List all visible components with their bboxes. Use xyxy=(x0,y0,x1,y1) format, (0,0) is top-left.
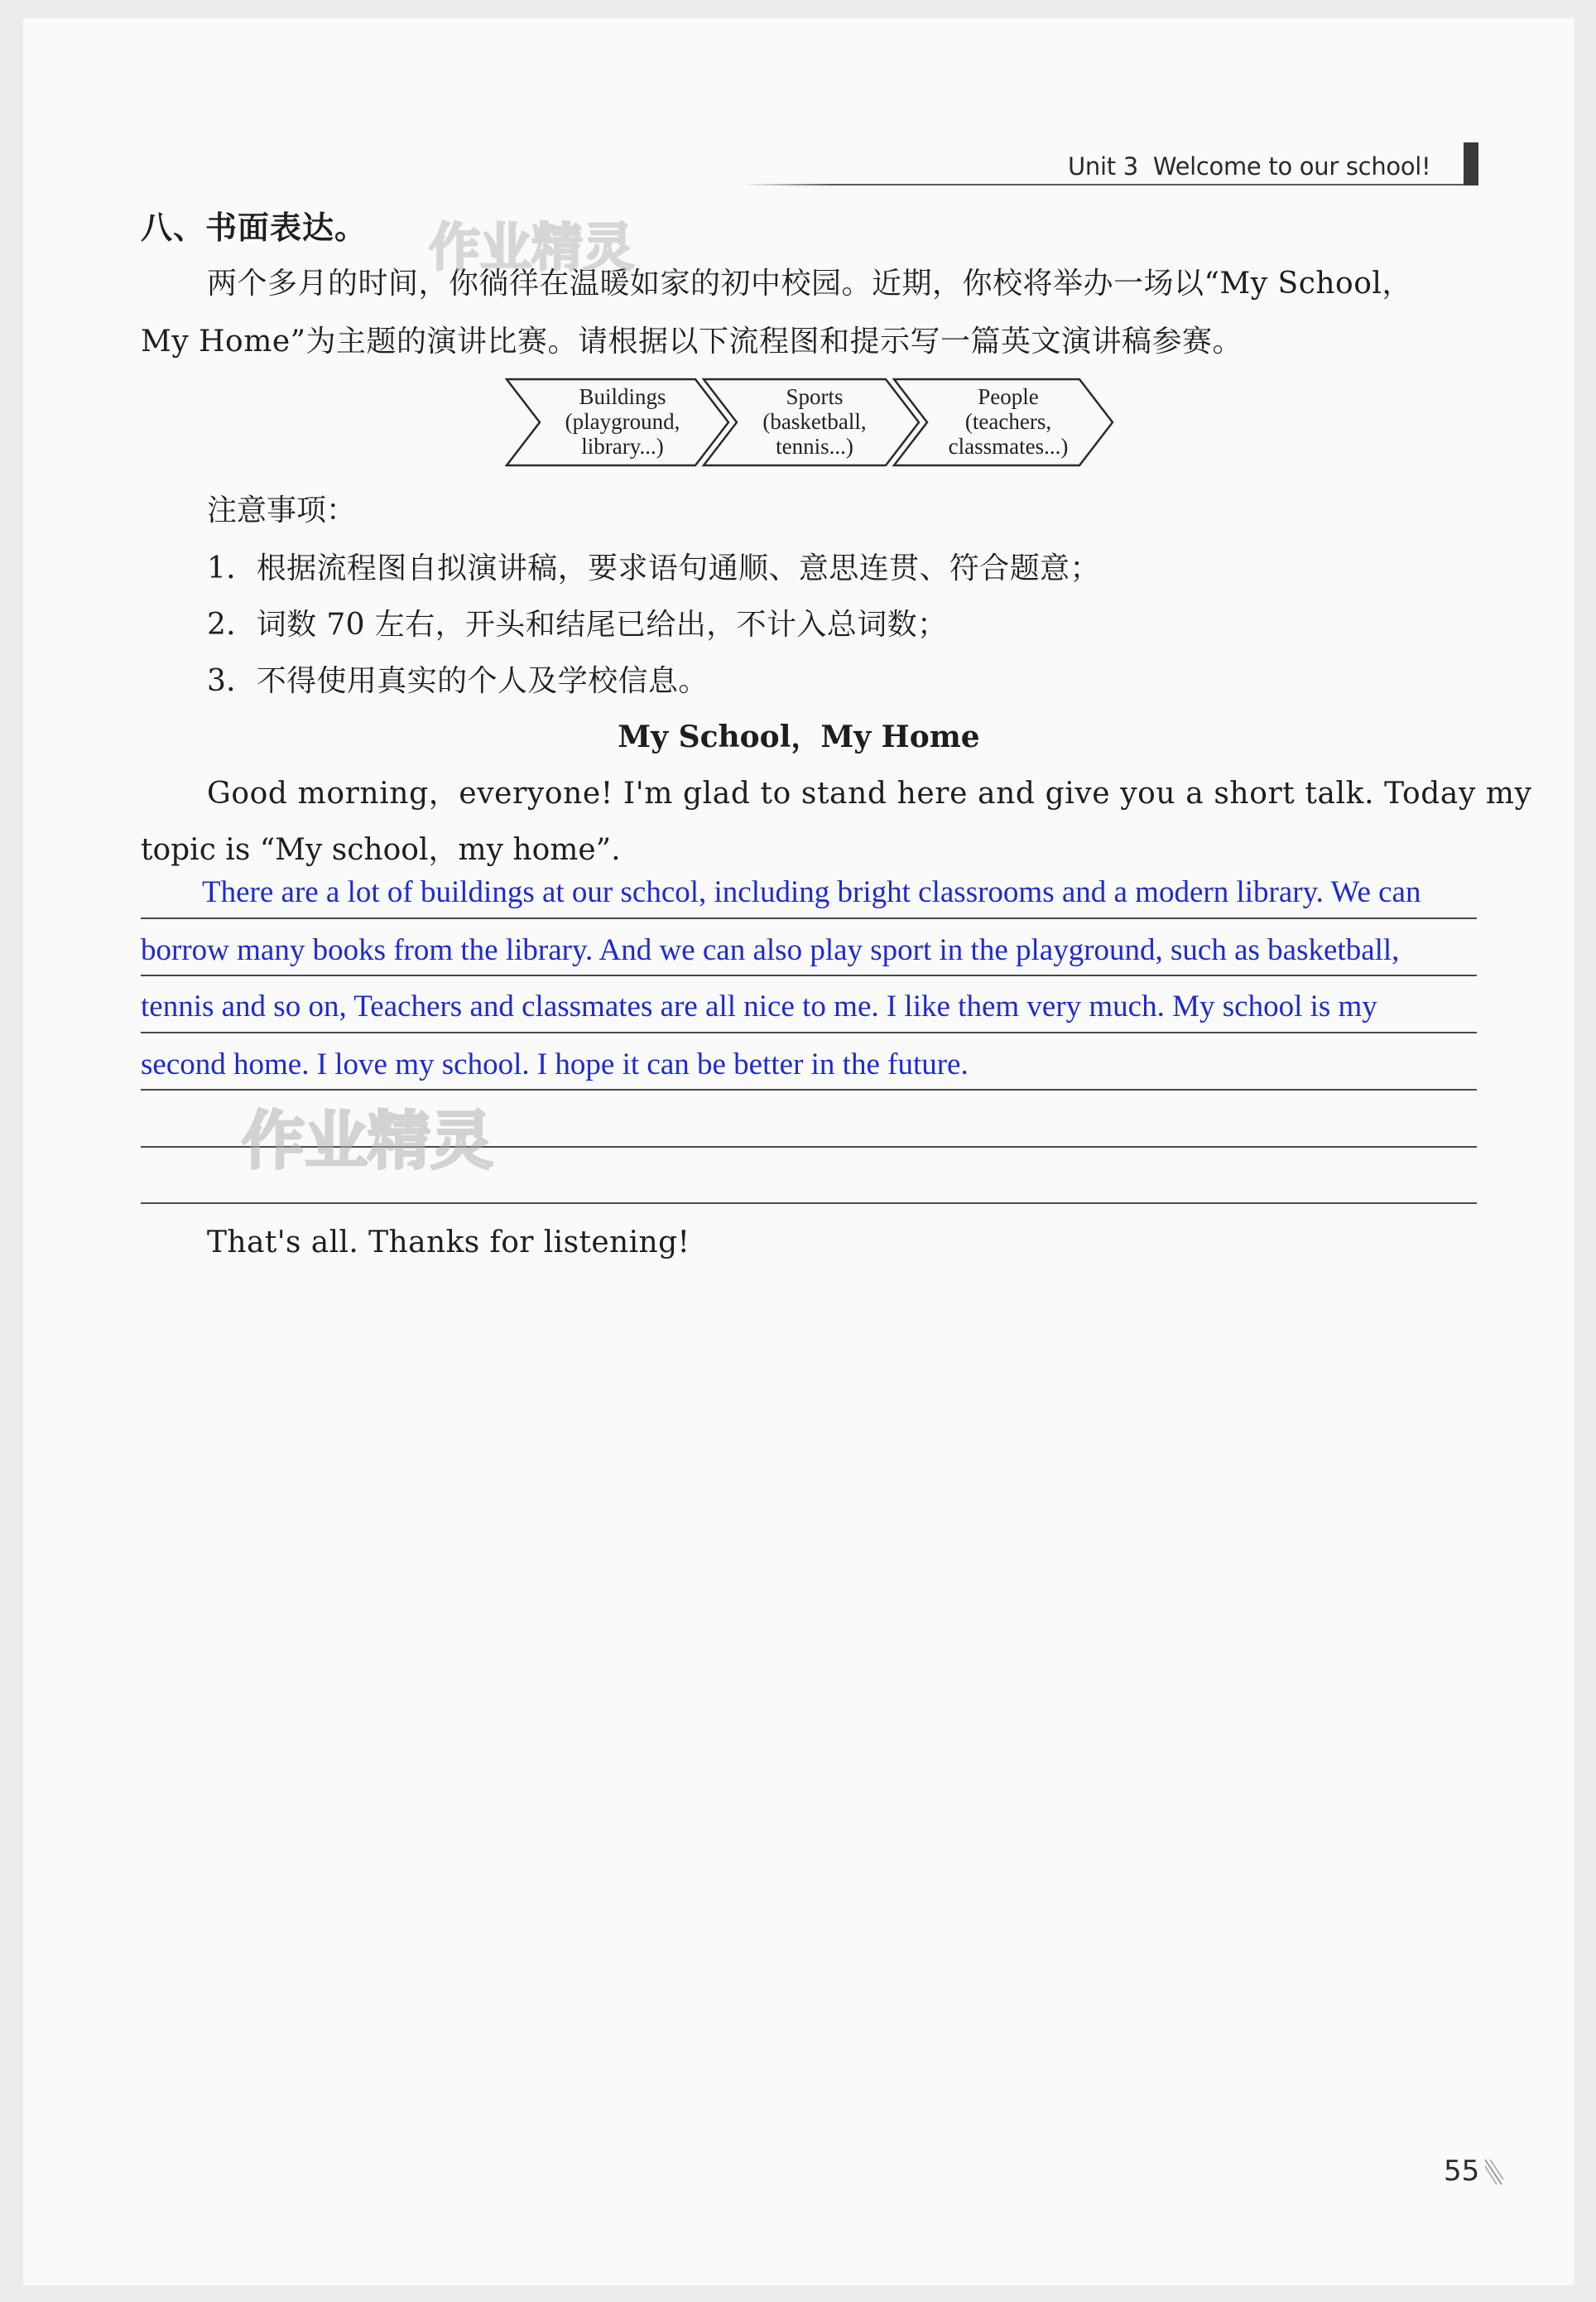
writing-rule xyxy=(141,1202,1477,1204)
writing-rule xyxy=(141,1032,1477,1033)
flow-step-buildings xyxy=(507,379,728,465)
flow-step-detail: classmates...) xyxy=(948,434,1069,459)
flow-step-detail: (playground, xyxy=(565,409,680,434)
watermark-text: 作业精灵 xyxy=(429,217,635,277)
flow-step-title: People xyxy=(978,384,1039,409)
note-item: 3．不得使用真实的个人及学校信息。 xyxy=(207,664,709,698)
essay-opening-line-2: topic is “My school，my home”. xyxy=(141,833,621,867)
running-header xyxy=(1068,152,1430,181)
unit-title: Welcome to our school! xyxy=(1152,152,1431,181)
page-corner-hatch-icon xyxy=(1483,2158,1505,2188)
essay-opening-line-1: Good morning，everyone! I'm glad to stand here and give you a short talk. Today my xyxy=(207,777,1532,811)
answer-line-2: borrow many books from the library. And we can also play sport in the playground, such as basketball, xyxy=(141,933,1400,967)
answer-line-4: second home. I love my school. I hope it can be better in the future. xyxy=(141,1047,969,1081)
answer-line-3: tennis and so on, Teachers and classmates are all nice to me. I like them very much. My school is my xyxy=(141,990,1377,1023)
page-number: 55 xyxy=(1444,2155,1480,2188)
workbook-page xyxy=(23,18,1574,2285)
section-title: 八、书面表达。 xyxy=(141,209,368,246)
flow-step-detail: library...) xyxy=(581,434,664,459)
watermark-text: 作业精灵 xyxy=(242,1104,493,1177)
flowchart xyxy=(505,376,1118,469)
flow-step-sports xyxy=(704,379,919,465)
essay-title: My School，My Home xyxy=(618,720,980,754)
header-bar-mark xyxy=(1464,142,1478,185)
writing-rule xyxy=(141,1089,1477,1091)
prompt-line-1: 两个多月的时间，你徜徉在温暖如家的初中校园。近期，你校将举办一场以“My School， xyxy=(207,267,1412,301)
answer-line-1: There are a lot of buildings at our schcol, including bright classrooms and a modern library. We can xyxy=(202,875,1421,909)
note-item: 2．词数 70 左右，开头和结尾已给出，不计入总词数； xyxy=(207,608,948,642)
note-item: 1．根据流程图自拟演讲稿，要求语句通顺、意思连贯、符合题意； xyxy=(207,551,1100,585)
flow-step-detail: (basketball, xyxy=(762,409,867,434)
writing-rule xyxy=(141,917,1477,919)
prompt-line-2: My Home”为主题的演讲比赛。请根据以下流程图和提示写一篇英文演讲稿参赛。 xyxy=(141,325,1243,359)
flow-step-detail: tennis...) xyxy=(776,434,853,459)
flow-step-title: Buildings xyxy=(579,384,666,409)
watermark-logo xyxy=(421,210,669,285)
flow-step-title: Sports xyxy=(786,384,844,409)
watermark-logo xyxy=(233,1096,548,1187)
notes-title: 注意事项： xyxy=(207,494,357,527)
essay-closing: That's all. Thanks for listening! xyxy=(207,1226,690,1259)
unit-label: Unit 3 xyxy=(1068,152,1138,181)
header-rule xyxy=(743,184,1478,185)
flow-step-detail: (teachers, xyxy=(964,409,1052,434)
flow-step-people xyxy=(894,379,1113,465)
writing-rule xyxy=(141,975,1477,976)
